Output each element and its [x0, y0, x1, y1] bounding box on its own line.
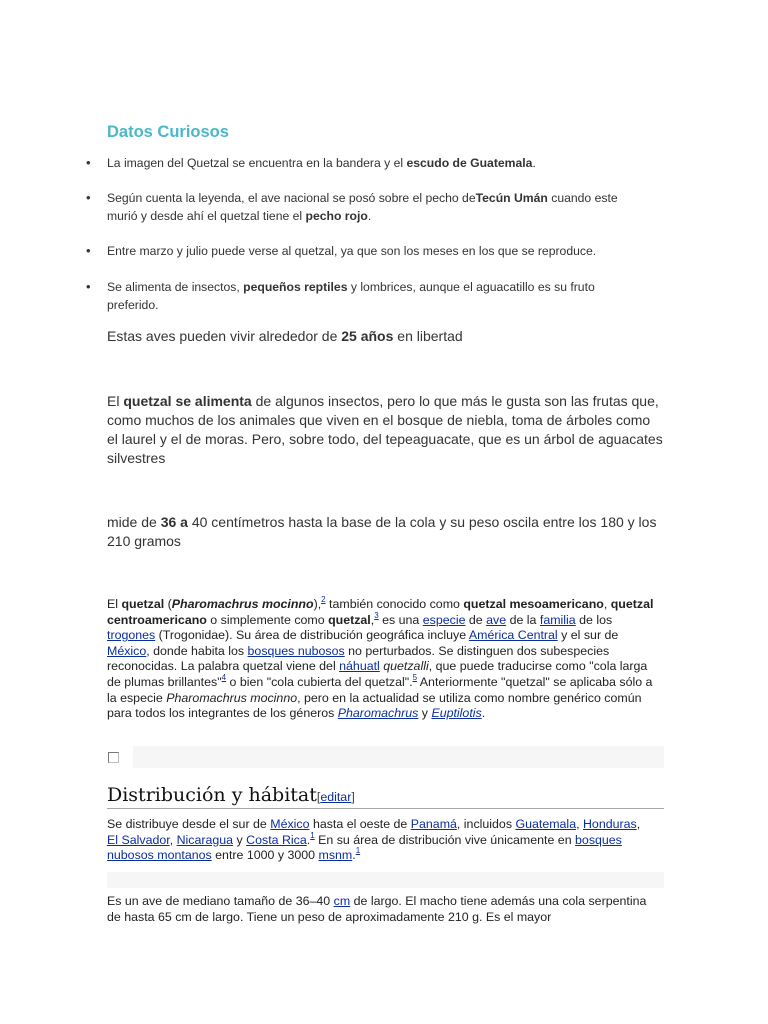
text: .	[306, 832, 311, 847]
text: es una	[378, 612, 423, 627]
link-costa-rica[interactable]: Costa Rica	[246, 832, 307, 847]
text: de	[465, 612, 487, 627]
link-bosques-nubosos-montanos[interactable]: bosques nubosos montanos	[107, 832, 622, 863]
text: y	[418, 706, 432, 721]
reference-link[interactable]: 4	[221, 672, 227, 682]
fact-text: Según cuenta la leyenda, el ave nacional se posó sobre el pecho de	[107, 191, 476, 205]
link-cm[interactable]: cm	[333, 894, 351, 908]
bold-text: 25 años	[341, 328, 394, 344]
text: ,	[576, 817, 583, 831]
text: ,	[169, 832, 177, 847]
link-euptilotis[interactable]: Euptilotis	[431, 706, 482, 721]
link-panama[interactable]: Panamá	[410, 817, 457, 831]
lifespan-paragraph	[107, 327, 667, 346]
reference-link[interactable]: 3	[374, 610, 379, 620]
scientific-name: Pharomachrus mocinno	[171, 597, 314, 611]
link-guatemala[interactable]: Guatemala	[515, 817, 577, 831]
text: ,	[636, 817, 641, 831]
text: y	[233, 832, 247, 847]
reference-link[interactable]: 2	[321, 595, 326, 604]
text: Anteriormente "quetzal" se aplicaba sólo a la especie	[107, 674, 653, 705]
link-america-central[interactable]: América Central	[468, 628, 558, 643]
fact-text: .	[367, 209, 372, 223]
link-nicaragua[interactable]: Nicaragua	[176, 832, 234, 847]
text: y el sur de	[557, 628, 619, 643]
checkbox[interactable]	[108, 752, 119, 763]
text: en libertad	[393, 328, 463, 344]
gray-band	[133, 746, 664, 768]
bold-text: quetzal	[121, 597, 165, 611]
description-paragraph	[107, 894, 655, 925]
reference-link[interactable]: 1	[310, 830, 315, 840]
link-nahuatl[interactable]: náhuatl	[339, 659, 380, 674]
text: Es un ave de mediano tamaño de 36–40	[107, 894, 334, 908]
link-bosques-nubosos[interactable]: bosques nubosos	[247, 643, 345, 658]
text: mide de	[107, 514, 161, 530]
text: o simplemente como	[206, 612, 329, 627]
fact-text: cuando este murió y desde ahí el quetzal tiene el	[107, 191, 618, 223]
bold-text: 36 a	[160, 514, 188, 530]
heading-divider	[107, 808, 664, 809]
text: .	[352, 848, 356, 863]
fact-text: Se alimenta de insectos,	[107, 280, 244, 294]
list-item	[86, 189, 647, 225]
italic-text: quetzalli	[383, 659, 429, 674]
text: ),	[313, 597, 322, 611]
link-familia[interactable]: familia	[539, 612, 576, 627]
text: .	[481, 706, 486, 721]
section-heading	[107, 784, 355, 806]
text: de largo. El macho tiene además una cola serpentina de hasta 65 cm de largo. Tiene un peso de aproximadamente 210 g. Es el mayor	[107, 894, 647, 924]
link-mexico[interactable]: México	[270, 817, 310, 831]
text: hasta el oeste de	[309, 817, 411, 831]
bullet-dot-icon: •	[86, 155, 91, 170]
text: (	[164, 597, 172, 611]
heading-text: Distribución y hábitat	[107, 784, 317, 806]
distribution-paragraph	[107, 817, 647, 864]
text: Estas aves pueden vivir alrededor de	[107, 328, 342, 344]
fact-text: La imagen del Quetzal se encuentra en la bandera y el	[107, 156, 407, 170]
text: de algunos insectos, pero lo que más le gusta son las frutas que, como muchos de los animales que viven en el bosque de niebla, toma de árboles como el laurel y el de moras. Pero, sobre todo, del tepeaguacate, que es un árbol de aguacates silvestres	[107, 393, 663, 466]
reference-link[interactable]: 5	[412, 672, 418, 682]
bold-text: quetzal se alimenta	[123, 393, 252, 409]
text: En su área de distribución vive únicamente en	[314, 832, 576, 847]
bracket: [	[316, 790, 321, 804]
diet-paragraph	[107, 392, 663, 468]
text: El	[107, 393, 124, 409]
size-paragraph	[107, 513, 663, 551]
text: , que puede traducirse como "cola larga de plumas brillantes"	[107, 659, 648, 689]
reference-link[interactable]: 1	[355, 846, 361, 856]
list-item	[86, 278, 647, 314]
link-msnm[interactable]: msnm	[318, 848, 353, 863]
text: (Trogonidae). Su área de distribución geográfica incluye	[155, 628, 469, 643]
link-pharomachrus[interactable]: Pharomachrus	[337, 706, 419, 721]
text: de los	[575, 612, 613, 627]
fact-bold: pequeños reptiles	[243, 280, 348, 294]
fact-text: y lombrices, aunque el aguacatillo es su fruto preferido.	[107, 280, 595, 312]
italic-text: Pharomachrus mocinno	[166, 690, 298, 705]
gray-band	[107, 872, 664, 888]
fact-bold: pecho rojo	[305, 209, 368, 223]
bullet-dot-icon: •	[86, 279, 91, 294]
fact-text: Entre marzo y julio puede verse al quetzal, ya que son los meses en los que se reproduce.	[107, 244, 597, 258]
bold-text: quetzal mesoamericano	[463, 597, 604, 611]
link-especie[interactable]: especie	[422, 612, 466, 627]
fact-text: .	[532, 156, 536, 170]
text: , incluidos	[456, 817, 516, 831]
text: ,	[370, 612, 375, 627]
text: no perturbados. Se distinguen dos subespecies reconocidas. La palabra quetzal viene del	[107, 643, 610, 674]
bullet-dot-icon: •	[86, 190, 91, 205]
text: o bien "cola cubierta del quetzal".	[226, 674, 413, 689]
link-el-salvador[interactable]: El Salvador	[107, 832, 170, 847]
link-trogones[interactable]: trogones	[107, 628, 156, 643]
bracket: ]	[351, 790, 355, 804]
text: , donde habita los	[146, 643, 248, 658]
text: , pero en la actualidad se utiliza como nombre genérico común para todos los integrantes de los géneros	[107, 690, 642, 721]
bold-text: quetzal centroamericano	[107, 597, 654, 627]
fact-bold: Tecún Umán	[475, 191, 548, 205]
link-honduras[interactable]: Honduras	[582, 817, 637, 831]
text: ,	[603, 597, 611, 611]
text: 40 centímetros hasta la base de la cola y su peso oscila entre los 180 y los 210 gramos	[107, 514, 657, 549]
list-item	[86, 242, 647, 260]
text: Se distribuye desde el sur de	[107, 817, 271, 831]
text: de la	[506, 612, 540, 627]
text: también conocido como	[325, 597, 464, 611]
link-mexico[interactable]: México	[107, 643, 147, 658]
wiki-intro-paragraph	[107, 597, 662, 722]
section-title: Datos Curiosos	[107, 123, 229, 141]
bullet-dot-icon: •	[86, 243, 91, 258]
link-ave[interactable]: ave	[486, 612, 507, 627]
fact-bold: escudo de Guatemala	[406, 156, 533, 170]
list-item	[86, 154, 647, 172]
text: El	[107, 597, 122, 611]
edit-link[interactable]: editar	[320, 790, 352, 804]
bold-text: quetzal	[328, 612, 371, 627]
text: entre 1000 y 3000	[211, 848, 319, 863]
